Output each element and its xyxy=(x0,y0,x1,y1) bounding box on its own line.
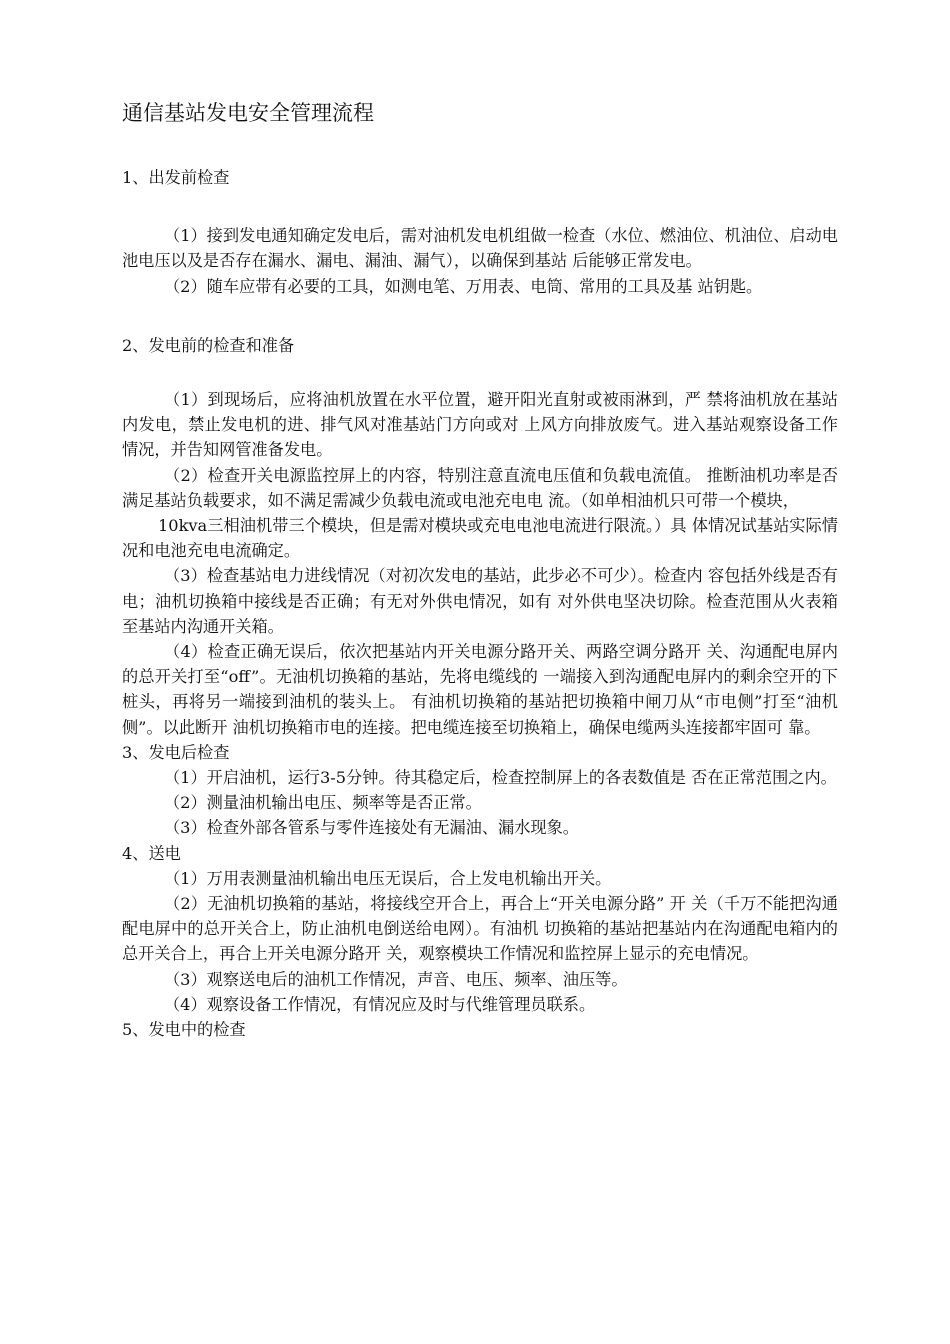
paragraph: （1）万用表测量油机输出电压无误后，合上发电机输出开关。 xyxy=(164,868,612,888)
document-title: 通信基站发电安全管理流程 xyxy=(122,101,374,125)
paragraph: （1）接到发电通知确定发电后，需对油机发电机组做一检查（水位、燃油位、机油位、启动电池电压以及是否存在漏水、漏电、漏油、漏气），以确保到基站 后能够正常发电。 xyxy=(122,226,838,271)
paragraph: 10kva三相油机带三个模块，但是需对模块或充电电池电流进行限流。）具 体情况试基站实际情况和电池充电电流确定。 xyxy=(122,516,838,561)
paragraph: （1）开启油机，运行3-5分钟。待其稳定后，检查控制屏上的各表数值是 否在正常范围之内。 xyxy=(164,768,837,788)
section-heading-4: 4、送电 xyxy=(122,843,181,863)
paragraph: （3）检查外部各管系与零件连接处有无漏油、漏水现象。 xyxy=(164,818,579,838)
paragraph: （3）观察送电后的油机工作情况，声音、电压、频率、油压等。 xyxy=(164,969,628,989)
section-heading-5: 5、发电中的检查 xyxy=(122,1020,246,1040)
paragraph: （4）检查正确无误后，依次把基站内开关电源分路开关、两路空调分路开 关、沟通配电屏内的总开关打至“off”。无油机切换箱的基站，先将电缆线的 一端接入到沟通配电屏内的剩余空开的下桩头，再将另一端接到油机的装头上。 有油机切换箱的基站把切换箱中闸刀从“市电侧”打至“油机侧”。以此断开 油机切换箱市电的连接。把电缆连接至切换箱上，确保电缆两头连接都牢固可 靠。 xyxy=(122,642,838,737)
paragraph: （1）到现场后，应将油机放置在水平位置，避开阳光直射或被雨淋到，严 禁将油机放在基站内发电，禁止发电机的进、排气风对准基站门方向或对 上风方向排放废气。进入基站观察设备工作情况，并告知网管准备发电。 xyxy=(122,390,838,460)
spacer xyxy=(122,358,838,387)
section-heading-3: 3、发电后检查 xyxy=(122,742,230,762)
paragraph: （2）检查开关电源监控屏上的内容，特别注意直流电压值和负载电流值。 推断油机功率是否满足基站负载要求，如不满足需减少负载电流或电池充电电 流。（如单相油机只可带一个模块， xyxy=(122,465,838,510)
section-heading-1: 1、出发前检查 xyxy=(122,168,230,187)
paragraph: （2）随车应带有必要的工具，如测电笔、万用表、电筒、常用的工具及基 站钥匙。 xyxy=(164,276,763,296)
paragraph: （3）检查基站电力进线情况（对初次发电的基站，此步必不可少）。检查内 容包括外线是否有电；油机切换箱中接线是否正确；有无对外供电情况，如有 对外供电坚决切除。检查范围从火表箱至基站内沟通开关箱。 xyxy=(122,566,838,636)
paragraph: （2）测量油机输出电压、频率等是否正常。 xyxy=(164,793,482,813)
spacer xyxy=(122,299,838,333)
document-body xyxy=(122,165,838,1042)
section-heading-2: 2、发电前的检查和准备 xyxy=(122,335,295,355)
spacer xyxy=(122,190,838,223)
paragraph: （4）观察设备工作情况，有情况应及时与代维管理员联系。 xyxy=(164,994,596,1014)
paragraph: （2）无油机切换箱的基站，将接线空开合上，再合上“开关电源分路” 开 关（千万不能把沟通配电屏中的总开关合上，防止油机电倒送给电网）。有油机 切换箱的基站把基站内在沟通配电箱内的总开关合上，再合上开关电源分路开 关，观察模块工作情况和监控屏上显示的充电情况。 xyxy=(122,894,838,964)
